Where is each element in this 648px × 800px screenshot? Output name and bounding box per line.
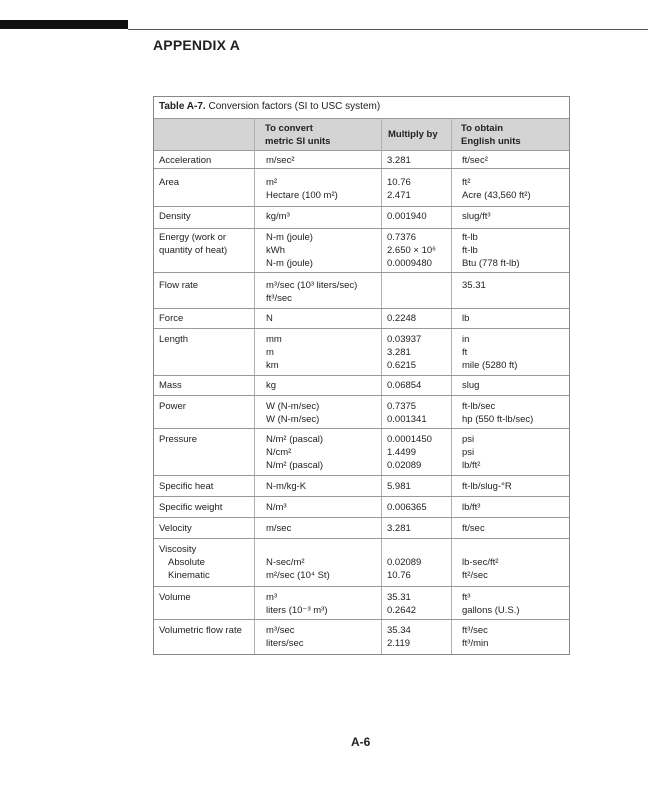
acceleration-q-cell: Acceleration [159,155,212,166]
row-separator [154,375,569,376]
length-si-cell: km [266,360,279,371]
force-eng-cell: lb [462,313,470,324]
velocity-q-cell: Velocity [159,523,192,534]
length-mult-cell: 0.6215 [387,360,417,371]
volume-q-cell: Volume [159,592,191,603]
specific-weight-eng-cell: lb/ft³ [462,502,481,513]
specific-weight-mult-cell: 0.006365 [387,502,427,513]
area-mult-cell: 2.471 [387,190,411,201]
header-rule [128,29,648,30]
volume-mult-cell: 0.2642 [387,605,417,616]
row-separator [154,475,569,476]
velocity-si-cell: m/sec [266,523,292,534]
energy-mult-cell: 2.650 × 10⁶ [387,245,437,256]
row-separator [154,308,569,309]
row-separator [154,517,569,518]
area-si-cell: Hectare (100 m²) [266,190,338,201]
energy-mult-cell: 0.0009480 [387,258,432,269]
row-separator [154,328,569,329]
column-divider [451,118,452,654]
header-obtain-line1: To obtain [461,123,504,134]
pressure-si-cell: N/m² (pascal) [266,434,324,445]
specific-heat-mult-cell: 5.981 [387,481,411,492]
viscosity-q-cell: Kinematic [168,570,210,581]
row-separator [154,538,569,539]
flow-rate-si-cell: ft³/sec [266,293,292,304]
row-separator [154,228,569,229]
power-q-cell: Power [159,401,186,412]
column-divider [381,118,382,654]
volume-si-cell: liters (10⁻³ m³) [266,605,328,616]
row-separator [154,619,569,620]
flow-rate-eng-cell: 35.31 [462,280,486,291]
flow-rate-si-cell: m³/sec (10³ liters/sec) [266,280,358,291]
energy-si-cell: kWh [266,245,285,256]
power-si-cell: W (N-m/sec) [266,401,320,412]
table-caption-label: Table A-7. [159,101,206,112]
density-si-cell: kg/m³ [266,211,290,222]
flow-rate-q-cell: Flow rate [159,280,199,291]
energy-eng-cell: ft-lb [462,245,478,256]
velocity-mult-cell: 3.281 [387,523,411,534]
specific-weight-q-cell: Specific weight [159,502,223,513]
area-eng-cell: ft² [462,177,471,188]
specific-heat-si-cell: N-m/kg-K [266,481,307,492]
acceleration-si-cell: m/sec² [266,155,295,166]
volume-mult-cell: 35.31 [387,592,411,603]
header-bar [0,20,128,29]
row-separator [154,496,569,497]
energy-q-cell: Energy (work or [159,232,227,243]
volumetric-flow-rate-si-cell: m³/sec [266,625,295,636]
viscosity-eng-cell: ft²/sec [462,570,488,581]
mass-eng-cell: slug [462,380,480,391]
volumetric-flow-rate-mult-cell: 2.119 [387,638,411,649]
pressure-eng-cell: psi [462,434,475,445]
viscosity-mult-cell: 10.76 [387,570,411,581]
power-eng-cell: hp (550 ft-lb/sec) [462,414,534,425]
energy-eng-cell: ft-lb [462,232,478,243]
volume-eng-cell: ft³ [462,592,471,603]
page-number: A-6 [351,735,371,749]
pressure-eng-cell: psi [462,447,475,458]
pressure-q-cell: Pressure [159,434,198,445]
acceleration-eng-cell: ft/sec² [462,155,488,166]
pressure-si-cell: N/cm² [266,447,292,458]
pressure-eng-cell: lb/ft² [462,460,481,471]
mass-mult-cell: 0.06854 [387,380,422,391]
pressure-si-cell: N/m² (pascal) [266,460,324,471]
conversion-table [153,96,570,655]
length-mult-cell: 0.03937 [387,334,422,345]
volumetric-flow-rate-eng-cell: ft³/sec [462,625,488,636]
row-separator [154,272,569,273]
header-convert-line2: metric SI units [265,136,331,147]
velocity-eng-cell: ft/sec [462,523,485,534]
area-mult-cell: 10.76 [387,177,411,188]
volumetric-flow-rate-mult-cell: 35.34 [387,625,411,636]
energy-mult-cell: 0.7376 [387,232,417,243]
area-eng-cell: Acre (43,560 ft²) [462,190,531,201]
viscosity-si-cell: N-sec/m² [266,557,305,568]
specific-heat-eng-cell: ft-lb/slug-°R [462,481,512,492]
pressure-mult-cell: 0.0001450 [387,434,432,445]
power-si-cell: W (N-m/sec) [266,414,320,425]
row-separator [154,428,569,429]
acceleration-mult-cell: 3.281 [387,155,411,166]
length-q-cell: Length [159,334,189,345]
header-obtain-line2: English units [461,136,521,147]
viscosity-eng-cell: lb-sec/ft² [462,557,499,568]
viscosity-si-cell: m²/sec (10⁴ St) [266,570,330,581]
power-eng-cell: ft-lb/sec [462,401,496,412]
row-separator [154,168,569,169]
area-q-cell: Area [159,177,180,188]
force-mult-cell: 0.2248 [387,313,417,324]
viscosity-mult-cell: 0.02089 [387,557,422,568]
volumetric-flow-rate-eng-cell: ft³/min [462,638,489,649]
energy-si-cell: N-m (joule) [266,258,313,269]
specific-weight-si-cell: N/m³ [266,502,287,513]
volumetric-flow-rate-si-cell: liters/sec [266,638,304,649]
table-caption [159,101,380,112]
row-separator [154,395,569,396]
area-si-cell: m² [266,177,278,188]
mass-q-cell: Mass [159,380,182,391]
viscosity-q-cell: Absolute [168,557,205,568]
row-separator [154,586,569,587]
force-q-cell: Force [159,313,184,324]
row-separator [154,206,569,207]
length-si-cell: m [266,347,274,358]
mass-si-cell: kg [266,380,277,391]
header-multiply: Multiply by [388,129,438,140]
table-caption-text: Conversion factors (SI to USC system) [208,101,381,112]
length-eng-cell: mile (5280 ft) [462,360,518,371]
density-mult-cell: 0.001940 [387,211,427,222]
viscosity-q-cell: Viscosity [159,544,197,555]
length-mult-cell: 3.281 [387,347,411,358]
table-header [154,118,569,151]
volume-si-cell: m³ [266,592,278,603]
length-si-cell: mm [266,334,282,345]
length-eng-cell: ft [462,347,468,358]
volume-eng-cell: gallons (U.S.) [462,605,520,616]
length-eng-cell: in [462,334,470,345]
header-convert-line1: To convert [265,123,313,134]
power-mult-cell: 0.001341 [387,414,427,425]
density-eng-cell: slug/ft³ [462,211,491,222]
energy-si-cell: N-m (joule) [266,232,313,243]
energy-eng-cell: Btu (778 ft-lb) [462,258,520,269]
volumetric-flow-rate-q-cell: Volumetric flow rate [159,625,242,636]
pressure-mult-cell: 0.02089 [387,460,422,471]
density-q-cell: Density [159,211,191,222]
page-heading: APPENDIX A [153,37,241,53]
energy-q-cell: quantity of heat) [159,245,228,256]
force-si-cell: N [266,313,273,324]
column-divider [254,118,255,654]
specific-heat-q-cell: Specific heat [159,481,214,492]
power-mult-cell: 0.7375 [387,401,417,412]
pressure-mult-cell: 1.4499 [387,447,417,458]
